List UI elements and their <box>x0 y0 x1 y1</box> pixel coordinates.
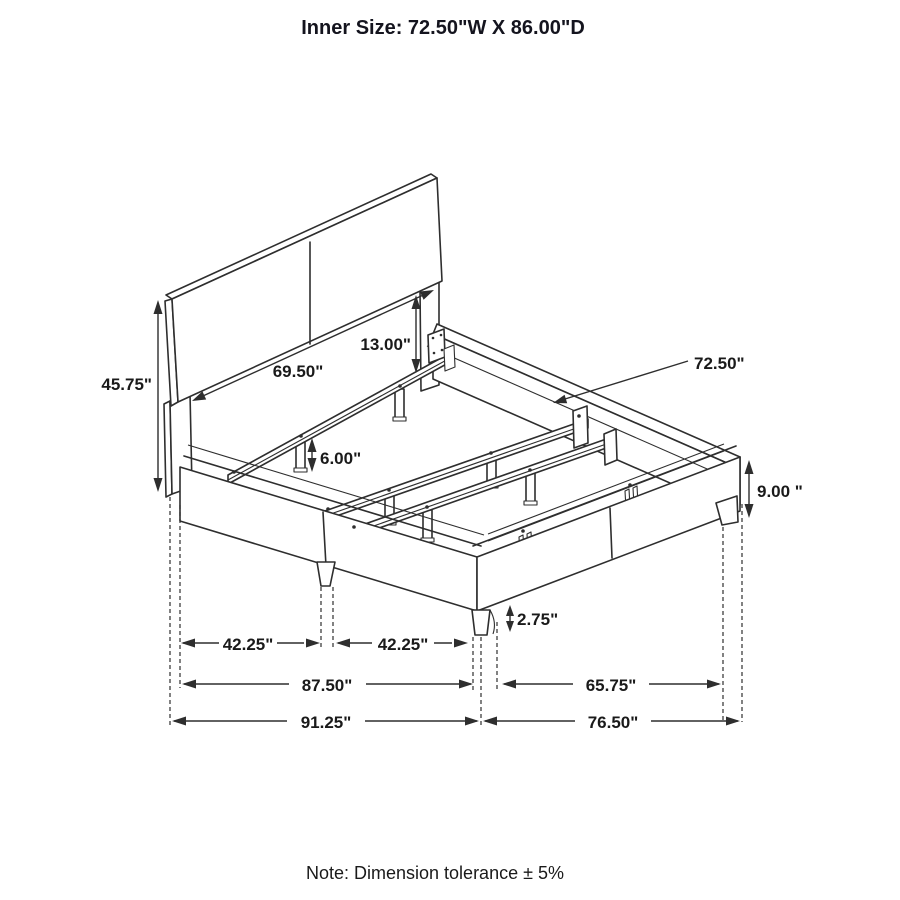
side-rail-mid-leg <box>317 562 335 586</box>
slat-leg-foot <box>393 417 406 421</box>
dim-corner-leg-height-label: 2.75" <box>517 610 559 629</box>
slat-end-bracket <box>604 429 617 465</box>
dim-slat-leg-height-label: 6.00" <box>320 449 362 468</box>
diagram-title: Inner Size: 72.50"W X 86.00"D <box>301 17 585 39</box>
dim-span-right <box>502 676 721 695</box>
dim-headboard-height-label: 45.75" <box>101 375 152 394</box>
dim-span-left-2 <box>336 635 468 654</box>
dim-overall-right-label: 76.50" <box>587 713 639 732</box>
dim-span-left-1-label: 42.25" <box>222 635 274 654</box>
dim-span-left-1 <box>181 635 320 654</box>
dim-total-left-label: 87.50" <box>301 676 353 695</box>
slat-leg <box>526 473 535 502</box>
slat-end-bracket <box>444 345 455 371</box>
dim-side-rail-height-label: 9.00 " <box>757 482 803 501</box>
slat-leg-foot <box>524 501 537 505</box>
bed-frame-drawing <box>164 174 740 635</box>
dim-headboard-width-label: 69.50" <box>272 362 324 381</box>
slat-leg <box>423 510 432 539</box>
front-corner-leg <box>472 610 490 635</box>
dim-corner-leg-height <box>506 605 558 632</box>
dim-overall-left-label: 91.25" <box>300 713 352 732</box>
dim-overall-left <box>172 713 479 732</box>
slat-leg-foot <box>294 468 307 472</box>
dim-overall-right <box>483 713 740 732</box>
dim-headboard-height <box>101 300 162 492</box>
dim-headboard-to-slat-label: 13.00" <box>360 335 411 354</box>
dim-total-left <box>182 676 473 695</box>
dim-side-rail-height <box>745 460 803 518</box>
dim-span-right-label: 65.75" <box>585 676 637 695</box>
dim-slat-width-label: 72.50" <box>694 354 745 373</box>
side-rail-left <box>180 445 484 611</box>
slat-end-bracket <box>573 406 588 448</box>
dim-span-left-2-label: 42.25" <box>377 635 429 654</box>
dim-slat-leg-height <box>308 438 362 472</box>
slat-leg <box>395 389 404 418</box>
tolerance-note: Note: Dimension tolerance ± 5% <box>305 863 565 883</box>
